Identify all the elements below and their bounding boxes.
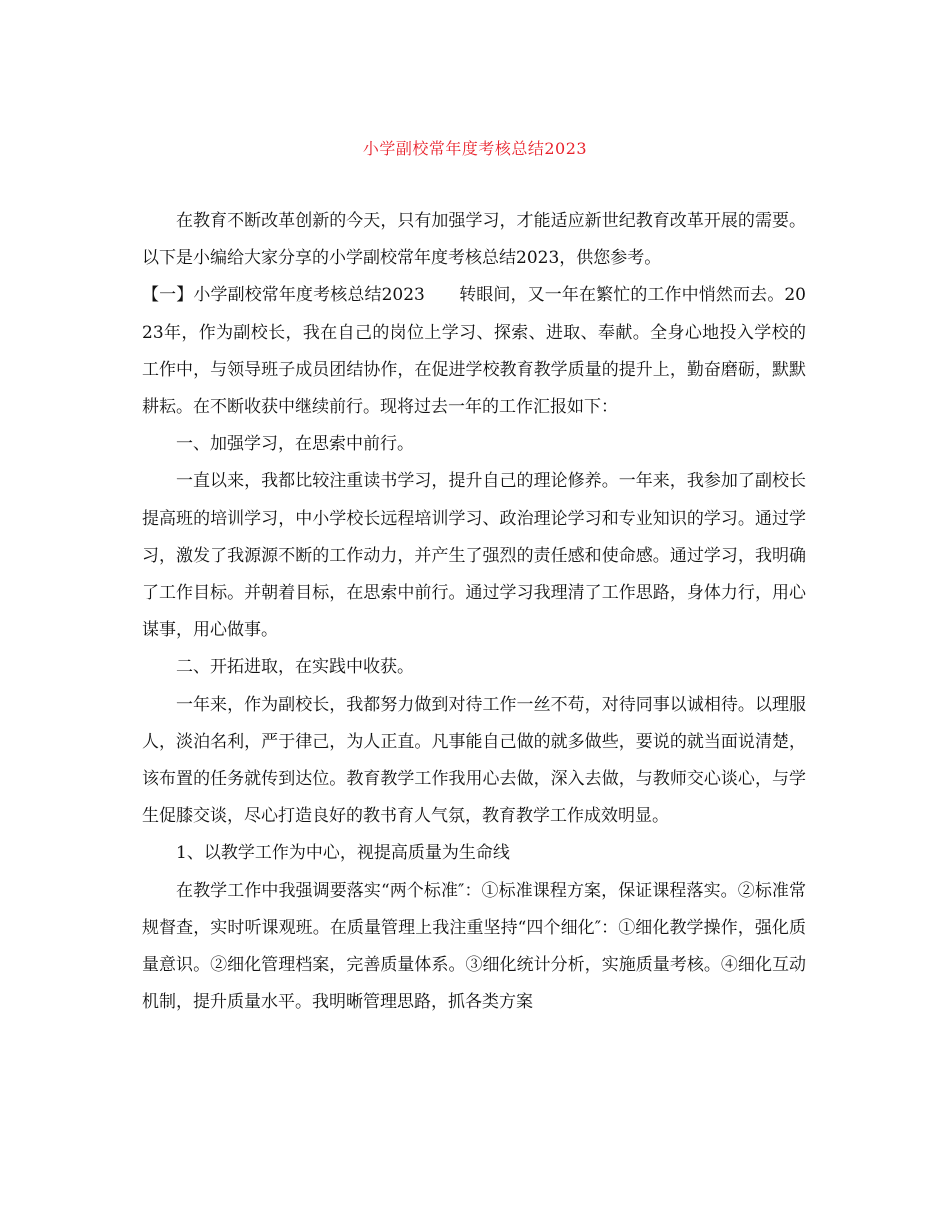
heading-learning: 一、加强学习，在思索中前行。 bbox=[176, 434, 414, 455]
paragraph-teaching-standards: 在教学工作中我强调要落实“两个标准″：①标准课程方案，保证课程落实。②标准常规督查，实时听课观班。在质量管理上我注重坚持“四个细化″：①细化教学操作，强化质量意识。②细化管理档案，完善质量体系。③细化统计分析，实施质量考核。④细化互动机制，提升质量水平。我明晰管理思路，抓各类方案 bbox=[142, 880, 806, 1013]
document-body bbox=[142, 203, 806, 1021]
paragraph-practice: 一年来，作为副校长，我都努力做到对待工作一丝不苟，对待同事以诚相待。以理服人，淡泊名利，严于律己，为人正直。凡事能自己做的就多做些，要说的就当面说清楚，该布置的任务就传到达位。教育教学工作我用心去做，深入去做，与教师交心谈心，与学生促膝交谈，尽心打造良好的教书育人气氛，教育教学工作成效明显。 bbox=[142, 694, 806, 827]
document-title: 小学副校常年度考核总结2023 bbox=[362, 139, 588, 158]
heading-practice: 二、开拓进取，在实践中收获。 bbox=[176, 657, 414, 678]
paragraph-intro: 在教育不断改革创新的今天，只有加强学习，才能适应新世纪教育改革开展的需要。以下是小编给大家分享的小学副校常年度考核总结2023，供您参考。 bbox=[142, 211, 806, 269]
paragraph-learning: 一直以来，我都比较注重读书学习，提升自己的理论修养。一年来，我参加了副校长提高班的培训学习，中小学校长远程培训学习、政治理论学习和专业知识的学习。通过学习，激发了我源源不断的工作动力，并产生了强烈的责任感和使命感。通过学习，我明确了工作目标。并朝着目标，在思索中前行。通过学习我理清了工作思路，身体力行，用心谋事，用心做事。 bbox=[142, 471, 806, 641]
paragraph-section-one-opening: 【一】小学副校常年度考核总结2023 转眼间，又一年在繁忙的工作中悄然而去。2023年，作为副校长，我在自己的岗位上学习、探索、进取、奉献。全身心地投入学校的工作中，与领导班子成员团结协作，在促进学校教育教学质量的提升上，勤奋磨砺，默默耕耘。在不断收获中继续前行。现将过去一年的工作汇报如下： bbox=[142, 285, 806, 418]
heading-teaching-center: 1、以教学工作为中心，视提高质量为生命线 bbox=[176, 843, 510, 864]
